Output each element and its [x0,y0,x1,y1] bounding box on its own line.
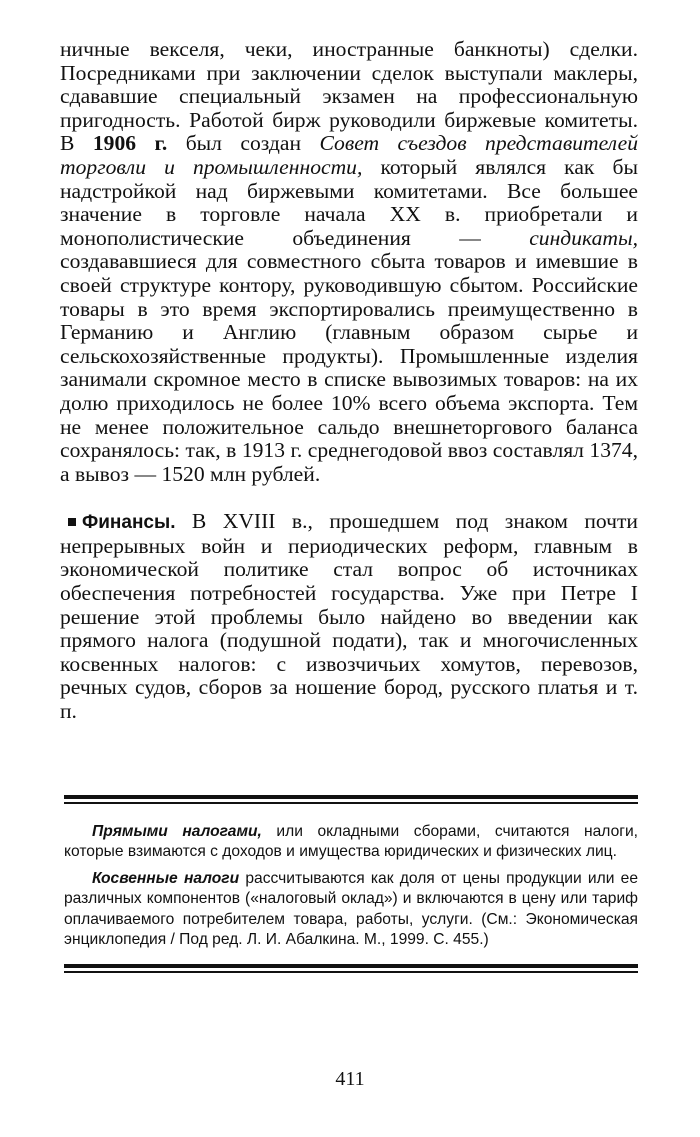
bottom-double-rule [64,964,638,973]
text-run: В XVIII в., прошедшем под знаком почти непрерывных войн и периодических реформ, главным в экономической политике стал вопрос об источниках обеспечения потребностей государства. Уже при Петре I решение этой проблемы было найдено во введении как прямого налога (подушной подати), так и многочисленных косвенных налогов: с извозчичьих хомутов, перевозов, речных судов, сборов за ношение бород, русского платья и т. п. [60,509,638,724]
syndicates-term: синдикаты, [529,225,638,250]
paragraph-trade [60,38,638,486]
year-1906: 1906 г. [92,131,168,156]
top-double-rule [64,795,638,804]
text-run: создававшиеся для совместного сбыта товаров и имевшие в своей структуре контору, руководившую сбытом. Российские товары в это время экспортировались преимущественно в Германию и Англию (главным образом сырье и сельскохозяйственные продукты). Промышленные изделия занимали скромное место в списке вывозимых товаров: на их долю приходилось не более 10% всего объема экспорта. Тем не менее положительное сальдо внешнеторгового баланса сохранялось: так, в 1913 г. среднегодовой ввоз составлял 1374, а вывоз — 1520 млн рублей. [60,249,638,486]
square-bullet-icon [68,518,76,526]
text-run: рассчитываются как доля от цены продукции или ее различных компонентов («налоговый оклад») и включаются в цену или тариф оплачиваемого потребителем товара, работы, услуги. (См.: Экономическая энциклопедия / Под ред. Л. И. Абалкина. М., 1999. С. 455.) [64,869,639,949]
text-run: или окладными сборами, считаются налоги, которые взимаются с доходов и имущества юридических и физических лиц. [64,823,638,861]
definition-body [64,804,638,964]
term-direct-taxes: Прямыми налогами, [92,823,262,840]
section-heading-finance: Финансы. [82,512,176,534]
text-run: который являлся как бы надстройкой над биржевыми комитетами. Все большее значение в торговле начала XX в. приобретали и монополистические объединения — [60,154,639,250]
page-number: 411 [335,1068,365,1090]
term-indirect-taxes: Косвенные налоги [92,869,240,887]
text-run: ничные векселя, чеки, иностранные банкноты) сделки. Посредниками при заключении сделок выступали маклеры, сдававшие специальный экзамен на профессиональную пригодность. Работой бирж руководили биржевые комитеты. В [60,37,638,156]
definition-box [64,795,638,973]
definition-indirect-taxes [64,869,638,951]
text-run: был создан [167,131,320,156]
council-name: Совет съездов представителей торговли и промышленности, [60,131,638,179]
paragraph-finance [60,510,638,723]
main-text [60,38,638,724]
definition-direct-taxes [64,822,638,863]
